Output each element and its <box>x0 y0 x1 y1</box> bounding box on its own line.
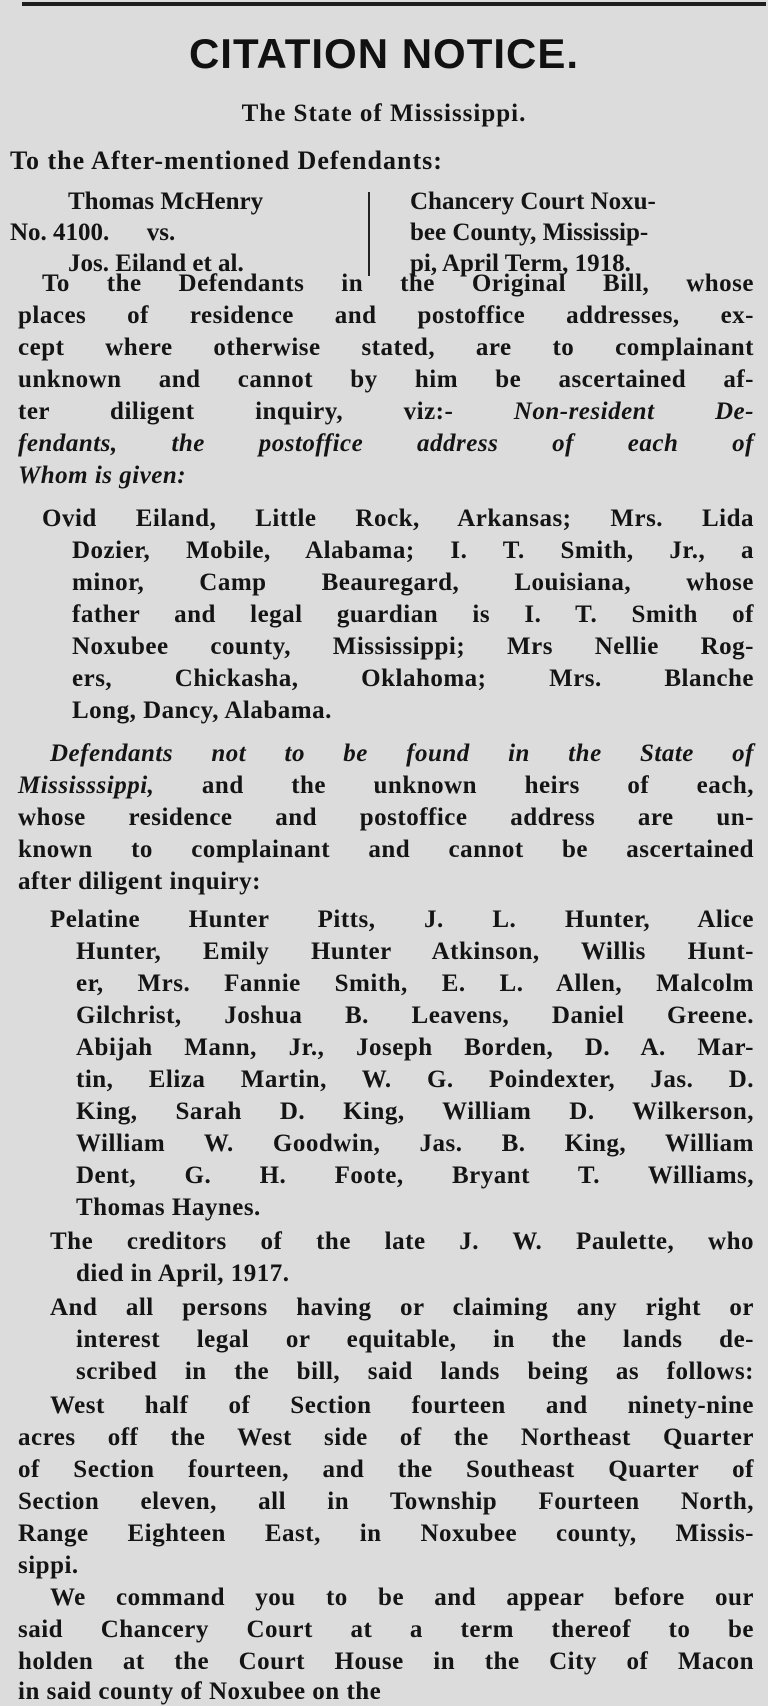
body-line: sippi. <box>18 1552 79 1579</box>
body-line: We command you to be and appear before our <box>50 1584 754 1611</box>
body-line: ers, Chickasha, Oklahoma; Mrs. Blanche <box>72 665 754 692</box>
body-line: er, Mrs. Fannie Smith, E. L. Allen, Malcolm <box>76 970 754 997</box>
body-line: died in April, 1917. <box>76 1260 290 1287</box>
body-line: father and legal guardian is I. T. Smith of <box>72 601 754 628</box>
court-line-1: Chancery Court Noxu- <box>410 188 656 215</box>
body-line: interest legal or equitable, in the lands de- <box>76 1326 754 1353</box>
body-line: fendants, the postoffice address of each of <box>18 430 754 457</box>
body-line-mixed: ter diligent inquiry, viz:- Non-resident De- <box>18 398 754 425</box>
body-line-mixed: Mississsippi, and the unknown heirs of each, <box>18 772 754 799</box>
body-line: unknown and cannot by him be ascertained af- <box>18 366 754 393</box>
addressee-line: To the After-mentioned Defendants: <box>10 146 443 175</box>
body-line: And all persons having or claiming any right or <box>50 1294 754 1321</box>
top-rule <box>22 2 766 6</box>
body-line: known to complainant and cannot be ascertained <box>18 836 754 863</box>
body-line: To the Defendants in the Original Bill, whose <box>42 270 754 297</box>
body-line: Section eleven, all in Township Fourteen North, <box>18 1488 754 1515</box>
court-line-2: bee County, Mississip- <box>410 219 649 246</box>
body-line: Gilchrist, Joshua B. Leavens, Daniel Greene. <box>76 1002 754 1029</box>
body-line: cept where otherwise stated, are to complainant <box>18 334 754 361</box>
body-line: acres off the West side of the Northeast Quarter <box>18 1424 754 1451</box>
court-line-3: pi, April Term, 1918. <box>410 250 631 277</box>
body-line: Dent, G. H. Foote, Bryant T. Williams, <box>76 1162 754 1189</box>
body-line: tin, Eliza Martin, W. G. Poindexter, Jas. D. <box>76 1066 754 1093</box>
notice-title: CITATION NOTICE. <box>188 30 580 77</box>
plaintiff: Thomas McHenry <box>68 188 264 215</box>
body-line: William W. Goodwin, Jas. B. King, William <box>76 1130 754 1157</box>
body-line: after diligent inquiry: <box>18 868 261 895</box>
defendant: Jos. Eiland et al. <box>68 250 244 277</box>
body-line: Noxubee county, Mississippi; Mrs Nellie Rog- <box>72 633 754 660</box>
body-line: said Chancery Court at a term thereof to be <box>18 1616 754 1643</box>
body-line: Defendants not to be found in the State of <box>50 740 754 767</box>
body-line: Abijah Mann, Jr., Joseph Borden, D. A. Mar- <box>76 1034 754 1061</box>
case-parties <box>10 186 360 279</box>
body-line: holden at the Court House in the City of Macon <box>18 1648 754 1675</box>
body-line: of Section fourteen, and the Southeast Quarter of <box>18 1456 754 1483</box>
body-line: scribed in the bill, said lands being as follows: <box>76 1358 754 1385</box>
body-line: minor, Camp Beauregard, Louisiana, whose <box>72 569 754 596</box>
case-number: No. 4100. vs. <box>10 219 176 246</box>
body-line: Range Eighteen East, in Noxubee county, Missis- <box>18 1520 754 1547</box>
body-line: whose residence and postoffice address are un- <box>18 804 754 831</box>
body-line: West half of Section fourteen and ninety-nine <box>50 1392 754 1419</box>
court-info <box>410 186 760 279</box>
body-line: Whom is given: <box>18 462 187 489</box>
body-line: King, Sarah D. King, William D. Wilkerson, <box>76 1098 754 1125</box>
body-line: in said county of Noxubee on the <box>18 1678 382 1705</box>
body-line: Thomas Haynes. <box>76 1194 261 1221</box>
body-line: Dozier, Mobile, Alabama; I. T. Smith, Jr., a <box>72 537 754 564</box>
state-line: The State of Mississippi. <box>241 100 527 127</box>
body-line: Hunter, Emily Hunter Atkinson, Willis Hunt- <box>76 938 754 965</box>
body-line: The creditors of the late J. W. Paulette, who <box>50 1228 754 1255</box>
body-line: Ovid Eiland, Little Rock, Arkansas; Mrs. Lida <box>42 505 754 532</box>
column-divider <box>368 192 370 276</box>
body-line: Pelatine Hunter Pitts, J. L. Hunter, Alice <box>50 906 754 933</box>
body-line: places of residence and postoffice addresses, ex- <box>18 302 754 329</box>
body-line: Long, Dancy, Alabama. <box>72 697 332 724</box>
